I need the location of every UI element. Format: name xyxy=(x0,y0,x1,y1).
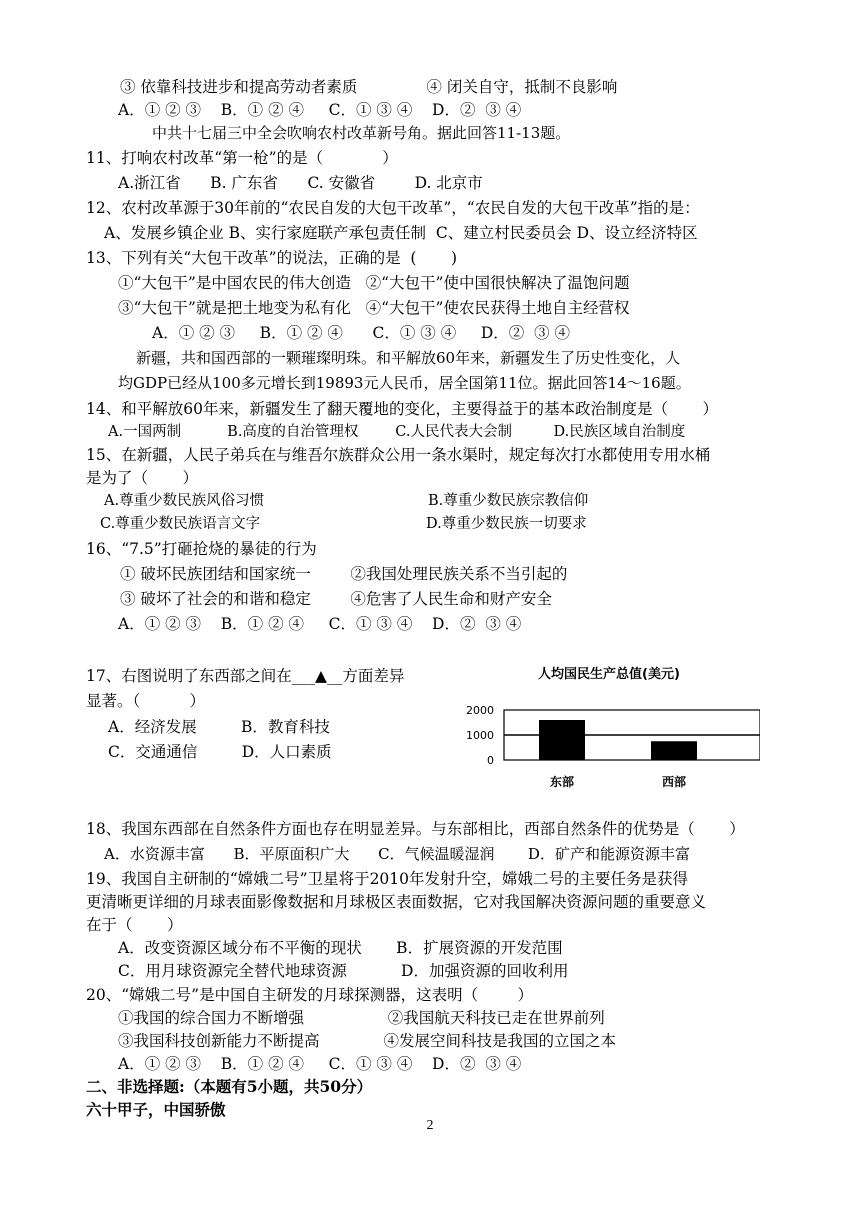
category-label: 东部 xyxy=(549,775,575,789)
q12-stem: 12、农村改革源于30年前的“农民自发的大包干改革”，“农民自发的大包干改革”指的是： xyxy=(86,199,700,217)
q20-statement-1-2: ①我国的综合国力不断增强 ②我国航天科技已走在世界前列 xyxy=(118,1009,605,1027)
gdp-per-capita-chart xyxy=(460,690,760,800)
q17-stem-2: 显著。（ ） xyxy=(86,692,206,710)
q17-options-cd: C．交通通信 D．人口素质 xyxy=(108,743,332,761)
q16-statement-1-2: ① 破坏民族团结和国家统一 ②我国处理民族关系不当引起的 xyxy=(120,565,568,583)
q15-option-b: B.尊重少数民族宗教信仰 xyxy=(428,493,589,509)
section-two-heading: 二、非选择题:（本题有5小题，共50分） xyxy=(86,1077,373,1096)
category-label: 西部 xyxy=(661,775,687,789)
section-intro-xinjiang-1: 新疆，共和国西部的一颗璀璨明珠。和平解放60年来，新疆发生了历史性变化，人 xyxy=(136,349,681,367)
q19-options-cd: C．用月球资源完全替代地球资源 D．加强资源的回收利用 xyxy=(118,962,569,980)
q14-stem: 14、和平解放60年来，新疆发生了翻天覆地的变化，主要得益于的基本政治制度是（ ） xyxy=(86,400,718,418)
material-heading: 六十甲子，中国骄傲 xyxy=(86,1100,226,1119)
q17-stem-1: 17、右图说明了东西部之间在___▲__方面差异 xyxy=(86,667,405,685)
q19-stem-1: 19、我国自主研制的“嫦娥二号”卫星将于2010年发射升空，嫦娥二号的主要任务是获得 xyxy=(86,870,689,888)
q15-option-d: D.尊重少数民族一切要求 xyxy=(426,516,587,532)
q11-stem: 11、打响农村改革“第一枪”的是（ ） xyxy=(86,149,398,167)
q18-options: A．水资源丰富 B．平原面积广大 C．气候温暖湿润 D．矿产和能源资源丰富 xyxy=(104,845,690,863)
q13-statement-1-2: ①“大包干”是中国农民的伟大创造 ②“大包干”使中国很快解决了温饱问题 xyxy=(118,274,630,292)
q15-option-c: C.尊重少数民族语言文字 xyxy=(100,516,261,532)
q13-statement-3-4: ③“大包干”就是把土地变为私有化 ④“大包干”使农民获得土地自主经营权 xyxy=(118,299,630,317)
q19-options-ab: A．改变资源区域分布不平衡的现状 B．扩展资源的开发范围 xyxy=(118,939,563,957)
bar-西部 xyxy=(651,741,697,760)
page-number: 2 xyxy=(426,1118,434,1133)
q16-answer-choices: A．① ② ③ B．① ② ④ C．① ③ ④ D．② ③ ④ xyxy=(118,615,522,633)
y-tick-label: 0 xyxy=(487,754,494,767)
chart-title: 人均国民生产总值(美元) xyxy=(538,667,680,682)
q13-answer-choices: A．① ② ③ B．① ② ④ C．① ③ ④ D．② ③ ④ xyxy=(152,324,571,342)
q20-statement-3-4: ③我国科技创新能力不断提高 ④发展空间科技是我国的立国之本 xyxy=(118,1032,617,1050)
q16-stem: 16、“7.5”打砸抢烧的暴徒的行为 xyxy=(86,540,317,558)
q16-statement-3-4: ③ 破坏了社会的和谐和稳定 ④危害了人民生命和财产安全 xyxy=(120,590,552,608)
q10-option-3-4: ③ 依靠科技进步和提高劳动者素质 ④ 闭关自守，抵制不良影响 xyxy=(120,78,618,96)
section-intro-xinjiang-2: 均GDP已经从100多元增长到19893元人民币，居全国第11位。据此回答14～16题。 xyxy=(118,374,691,392)
q18-stem: 18、我国东西部在自然条件方面也存在明显差异。与东部相比，西部自然条件的优势是（ ） xyxy=(86,820,745,838)
q19-stem-2: 更清晰更详细的月球表面影像数据和月球极区表面数据，它对我国解决资源问题的重要意义 xyxy=(86,893,707,911)
bar-东部 xyxy=(539,720,585,760)
q14-options: A.一国两制 B.高度的自治管理权 C.人民代表大会制 D.民族区域自治制度 xyxy=(108,424,686,440)
y-tick-label: 1000 xyxy=(466,729,494,742)
q20-stem: 20、“嫦娥二号”是中国自主研发的月球探测器，这表明（ ） xyxy=(86,986,533,1004)
q19-stem-3: 在于（ ） xyxy=(86,916,183,934)
section-intro-rural-reform: 中共十七届三中全会吹响农村改革新号角。据此回答11-13题。 xyxy=(152,124,571,142)
q13-stem: 13、下列有关“大包干改革”的说法，正确的是 ( ) xyxy=(86,249,458,267)
q15-option-a: A.尊重少数民族风俗习惯 xyxy=(104,493,265,509)
q15-stem-2: 是为了（ ） xyxy=(86,469,198,487)
q15-stem-1: 15、在新疆，人民子弟兵在与维吾尔族群众公用一条水渠时，规定每次打水都使用专用水桶 xyxy=(86,446,711,464)
y-tick-label: 2000 xyxy=(466,704,494,717)
q10-answer-choices: A．① ② ③ B．① ② ④ C．① ③ ④ D．② ③ ④ xyxy=(118,101,522,119)
q11-options: A.浙江省 B. 广东省 C. 安徽省 D. 北京市 xyxy=(118,174,483,192)
q20-answer-choices: A．① ② ③ B．① ② ④ C．① ③ ④ D．② ③ ④ xyxy=(118,1055,522,1073)
q17-options-ab: A．经济发展 B．教育科技 xyxy=(108,718,330,736)
q12-options: A、发展乡镇企业 B、实行家庭联产承包责任制 C、建立村民委员会 D、设立经济特区 xyxy=(104,224,698,242)
